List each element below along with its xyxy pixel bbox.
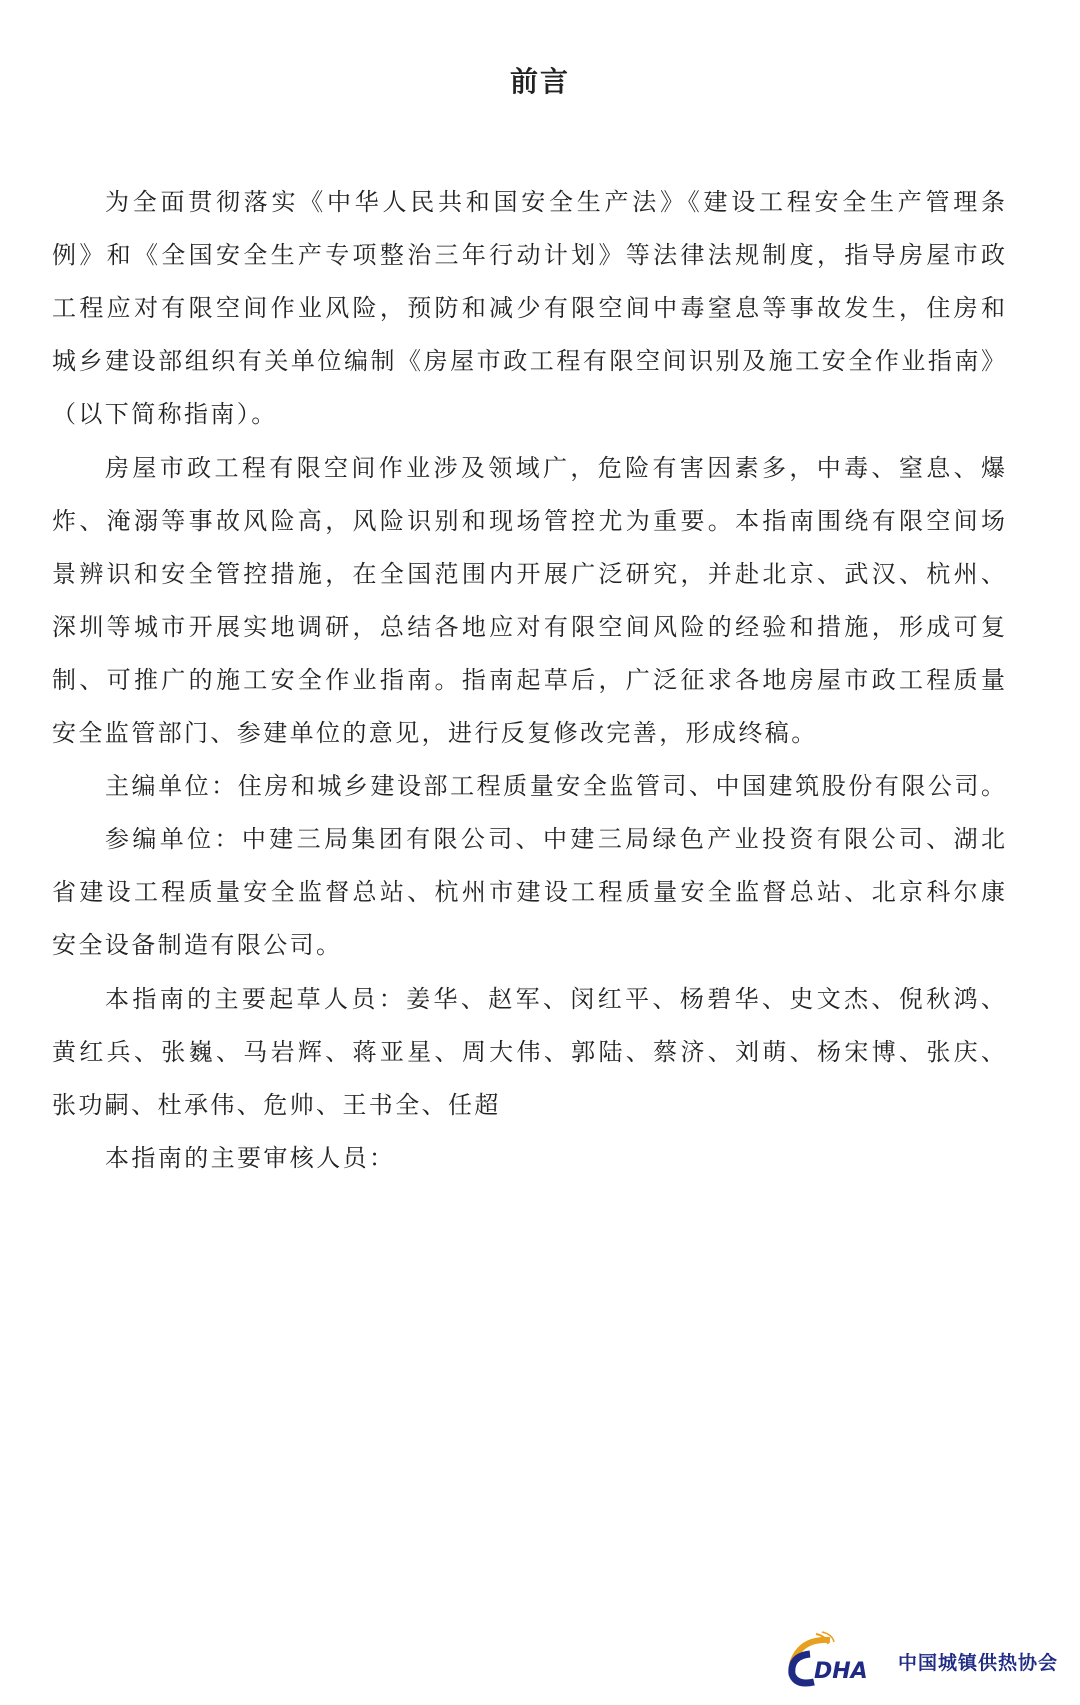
text-line: 工程应对有限空间作业风险，预防和减少有限空间中毒窒息等事故发生，住房和 [52,294,1005,323]
text-line: 例》和《全国安全生产专项整治三年行动计划》等法律法规制度，指导房屋市政 [52,241,1005,270]
cdha-logo [786,1630,1066,1690]
text-line: 景辨识和安全管控措施，在全国范围内开展广泛研究，并赴北京、武汉、杭州、 [52,559,1005,588]
logo-org-name: 中国城镇供热协会 [898,1652,1059,1674]
text-line: （以下简称指南）。 [52,400,278,429]
cdha-logo-mark [786,1630,896,1690]
text-line: 本指南的主要起草人员：姜华、赵军、闵红平、杨碧华、史文杰、倪秋鸿、 [105,984,1005,1013]
text-line: 城乡建设部组织有关单位编制《房屋市政工程有限空间识别及施工安全作业指南》 [52,347,1005,376]
text-line: 黄红兵、张巍、马岩辉、蒋亚星、周大伟、郭陆、蔡济、刘萌、杨宋博、张庆、 [52,1037,1005,1066]
text-line: 炸、淹溺等事故风险高，风险识别和现场管控尤为重要。本指南围绕有限空间场 [52,506,1005,535]
text-line: 安全监管部门、参建单位的意见，进行反复修改完善，形成终稿。 [52,719,818,747]
text-line: 房屋市政工程有限空间作业涉及领域广，危险有害因素多，中毒、窒息、爆 [105,453,1005,482]
text-line: 张功嗣、杜承伟、危帅、王书全、任超 [52,1090,501,1119]
page-title: 前言 [509,65,570,98]
text-line: 安全设备制造有限公司。 [52,931,343,960]
text-line: 省建设工程质量安全监督总站、杭州市建设工程质量安全监督总站、北京科尔康 [52,878,1005,907]
text-line: 主编单位：住房和城乡建设部工程质量安全监管司、中国建筑股份有限公司。 [105,772,1005,801]
text-line: 制、可推广的施工安全作业指南。指南起草后，广泛征求各地房屋市政工程质量 [52,665,1005,694]
text-line: 为全面贯彻落实《中华人民共和国安全生产法》《建设工程安全生产管理条 [105,188,1005,216]
svg-text:DHA: DHA [814,1659,868,1684]
text-line: 深圳等城市开展实地调研，总结各地应对有限空间风险的经验和措施，形成可复 [52,612,1005,641]
text-line: 参编单位：中建三局集团有限公司、中建三局绿色产业投资有限公司、湖北 [105,825,1005,854]
text-line: 本指南的主要审核人员： [105,1143,396,1172]
